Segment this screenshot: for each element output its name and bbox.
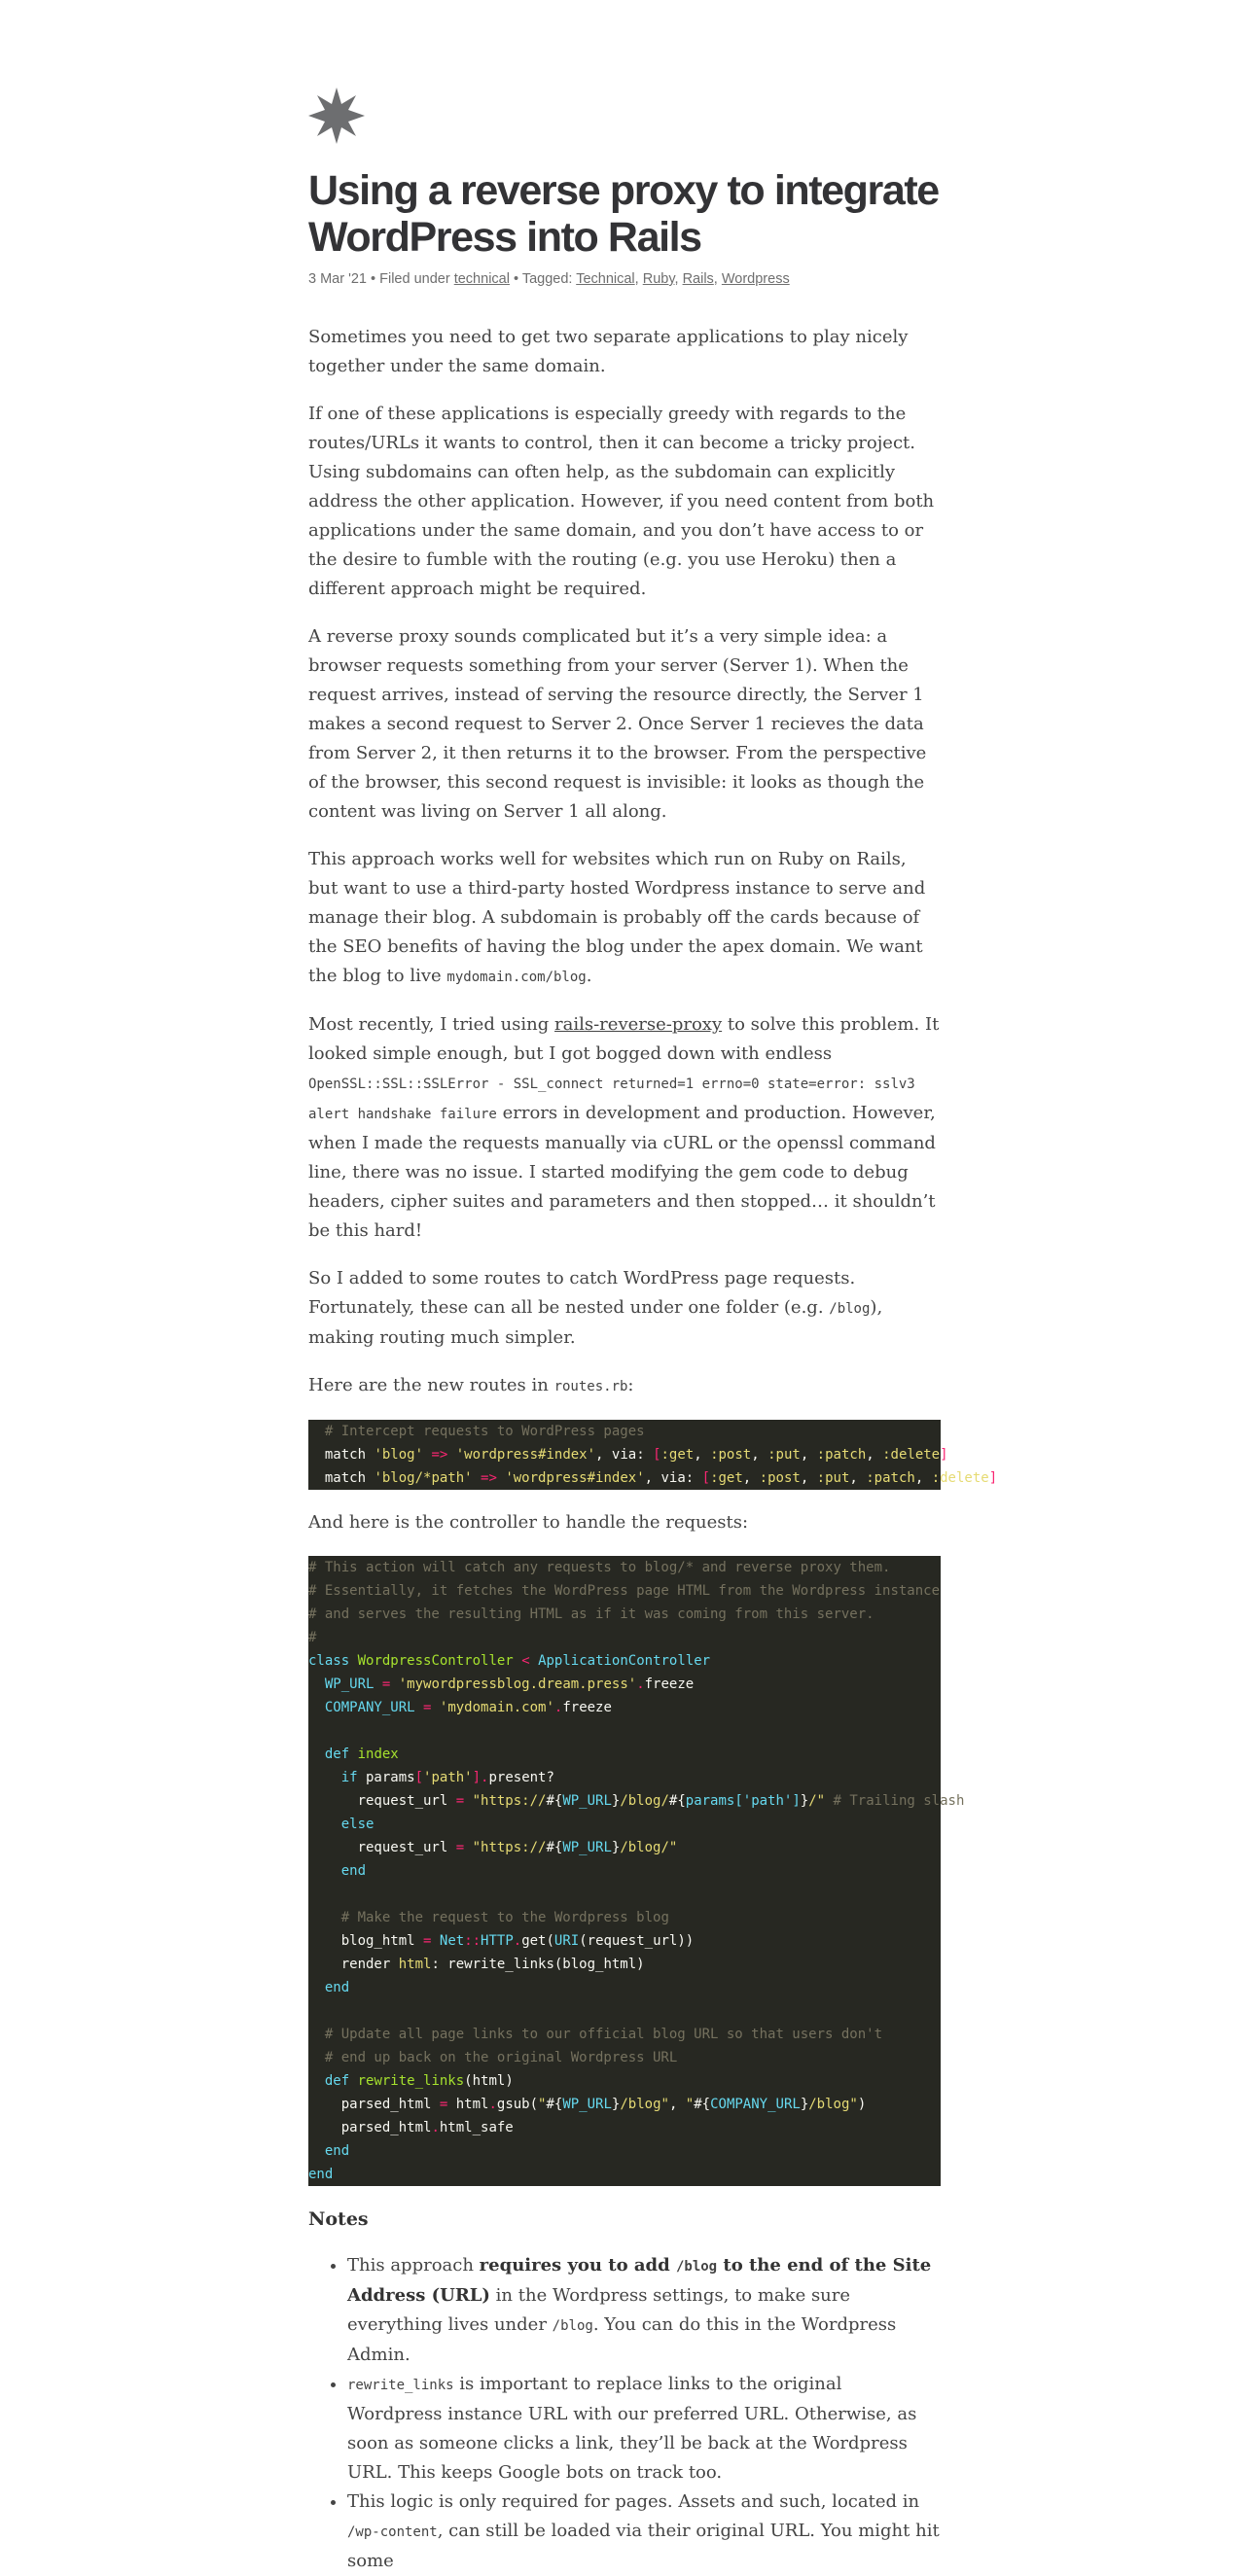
paragraph-text: So I added to some routes to catch WordPress page requests. Fortunately, these can all be nested under one folder (e.g. <box>308 1268 856 1318</box>
code-line: match 'blog' => 'wordpress#index', via: [:get, :post, :put, :patch, :delete] <box>308 1447 948 1463</box>
meta-separator: • Filed under <box>367 271 454 287</box>
tag-link-technical[interactable]: Technical <box>576 271 635 287</box>
note-text: This logic is only required for pages. Assets and such, located in <box>347 2491 920 2512</box>
code-line: # Update all page links to our official blog URL so that users don't <box>324 2027 883 2042</box>
paragraph <box>308 1264 941 1353</box>
code-line: if params['path'].present? <box>340 1770 554 1785</box>
post-date: 3 Mar '21 <box>308 271 367 287</box>
code-line: end <box>324 1980 350 1995</box>
code-line: end <box>324 2143 350 2159</box>
paragraph-text: : <box>627 1375 634 1395</box>
code-line: def rewrite_links(html) <box>324 2073 514 2089</box>
paragraph-text: Here are the new routes in <box>308 1375 554 1395</box>
code-line: # end up back on the original Wordpress URL <box>324 2050 678 2065</box>
note-text: This approach <box>347 2255 480 2276</box>
note-text: is important to replace links to the original Wordpress instance URL with our preferred URL. Otherwise, as soon as someone clicks a link, they’ll be back at the Wordpress URL. This keeps Google bots on track too. <box>347 2374 917 2483</box>
code-line: request_url = "https://#{WP_URL}/blog/" <box>308 1840 678 1855</box>
code-line <box>308 1999 941 2023</box>
code-line: def index <box>324 1747 399 1762</box>
paragraph <box>308 1371 941 1401</box>
paragraph-text: ), making routing much simpler. <box>308 1297 883 1348</box>
code-line: WP_URL = 'mywordpressblog.dream.press'.freeze <box>324 1676 695 1692</box>
notes-list <box>308 2251 941 2576</box>
inline-code: routes.rb <box>553 1379 628 1394</box>
tag-link-ruby[interactable]: Ruby <box>642 271 675 287</box>
paragraph-text: to solve this problem. It looked simple enough, but I got bogged down with endless <box>308 1014 940 1064</box>
paragraph: A reverse proxy sounds complicated but it’s a very simple idea: a browser requests something from your server (Server 1). When the request arrives, instead of serving the resource directly, the Server 1 makes a second request to Server 2. Once Server 1 recieves the data from Server 2, it then returns it to the browser. From the perspective of the browser, this second request is invisible: it looks as though the content was living on Server 1 all along. <box>308 626 927 822</box>
code-line: parsed_html = html.gsub("#{WP_URL}/blog", "#{COMPANY_URL}/blog") <box>308 2097 867 2112</box>
paragraph-text: . <box>586 966 592 986</box>
paragraph-text: errors in development and production. However, when I made the requests manually via cURL or the openssl command line, there was no issue. I started modifying the gem code to debug headers, cipher suites and parameters and then stopped… it shouldn’t be this hard! <box>308 1103 936 1241</box>
paragraph: Sometimes you need to get two separate applications to play nicely together under the same domain. <box>308 327 909 376</box>
article-body <box>308 323 998 2576</box>
paragraph-text: Most recently, I tried using <box>308 1014 555 1035</box>
paragraph-text: This approach works well for websites which run on Ruby on Rails, but want to use a third-party hosted Wordpress instance to serve and manage their blog. A subdomain is probably off the cards because of the SEO benefits of having the blog under the apex domain. We want the blog to live <box>308 849 926 986</box>
code-line: COMPANY_URL = 'mydomain.com'.freeze <box>324 1700 612 1715</box>
note-bold-text: to the end of the Site Address (URL) <box>347 2255 932 2306</box>
list-item <box>347 2370 941 2488</box>
paragraph <box>308 1010 941 1246</box>
note-bold-text: requires you to add <box>479 2255 676 2276</box>
notes-heading: Notes <box>308 2208 369 2230</box>
paragraph: And here is the controller to handle the requests: <box>308 1512 749 1533</box>
asterisk-star-icon <box>308 88 365 144</box>
code-line: # Make the request to the Wordpress blog <box>340 1910 669 1925</box>
code-line: match 'blog/*path' => 'wordpress#index', via: [:get, :post, :put, :patch, :delete] <box>308 1470 998 1486</box>
controller-code-block[interactable] <box>308 1556 965 2186</box>
category-link[interactable]: technical <box>453 271 510 287</box>
rails-reverse-proxy-link[interactable]: rails-reverse-proxy <box>554 1014 723 1035</box>
note-text: in the Wordpress settings, to make sure everything lives under <box>347 2285 851 2335</box>
paragraph: If one of these applications is especially greedy with regards to the routes/URLs it wants to control, then it can become a tricky project. Using subdomains can often help, as the subdomain can explicitly address the other application. However, if you need content from both applications under the same domain, and you don’t have access to or the desire to fumble with the routing (e.g. you use Heroku) then a different approach might be required. <box>308 404 935 599</box>
routes-code-block[interactable] <box>308 1420 998 1490</box>
code-line: end <box>308 2167 334 2182</box>
inline-code: mydomain.com/blog <box>446 970 587 985</box>
meta-separator: • Tagged: <box>509 271 577 287</box>
note-text: , can still be loaded via their original URL. You might hit some <box>347 2521 940 2571</box>
code-line <box>308 1883 941 1906</box>
code-line: class WordpressController < ApplicationController <box>308 1653 711 1669</box>
list-item <box>347 2251 941 2370</box>
post-meta: 3 Mar '21 • Filed under technical • Tagged: Technical, Ruby, Rails, Wordpress <box>308 271 790 287</box>
code-line: end <box>340 1863 367 1879</box>
inline-code: /wp-content <box>347 2524 438 2540</box>
tag-link-wordpress[interactable]: Wordpress <box>721 271 790 287</box>
inline-code: /blog <box>675 2259 718 2275</box>
code-line: blog_html = Net::HTTP.get(URI(request_url)) <box>308 1933 695 1949</box>
inline-code: /blog <box>552 2318 593 2334</box>
inline-code: OpenSSL::SSL::SSLError - SSL_connect returned=1 errno=0 state=error: sslv3 alert handshake failure <box>308 1076 915 1122</box>
code-line <box>308 1719 941 1743</box>
site-logo[interactable] <box>308 88 941 149</box>
page-title: Using a reverse proxy to integrate WordPress into Rails <box>308 167 939 261</box>
list-item <box>347 2488 941 2576</box>
code-line: parsed_html.html_safe <box>308 2120 514 2135</box>
note-text: . You can do this in the Wordpress Admin. <box>347 2314 897 2365</box>
code-line: # and serves the resulting HTML as if it was coming from this server. <box>308 1606 874 1622</box>
code-line: # Essentially, it fetches the WordPress page HTML from the Wordpress instance <box>308 1583 941 1599</box>
inline-code: rewrite_links <box>347 2378 454 2393</box>
code-line: request_url = "https://#{WP_URL}/blog/#{params['path']}/" # Trailing slash <box>308 1793 965 1809</box>
code-line: # Intercept requests to WordPress pages <box>324 1424 645 1439</box>
code-line: # This action will catch any requests to blog/* and reverse proxy them. <box>308 1560 891 1575</box>
paragraph <box>308 845 941 992</box>
code-line: else <box>340 1817 375 1832</box>
code-line: # <box>308 1630 317 1645</box>
tag-link-rails[interactable]: Rails <box>682 271 714 287</box>
code-line: render html: rewrite_links(blog_html) <box>308 1957 645 1972</box>
inline-code: /blog <box>829 1301 871 1317</box>
